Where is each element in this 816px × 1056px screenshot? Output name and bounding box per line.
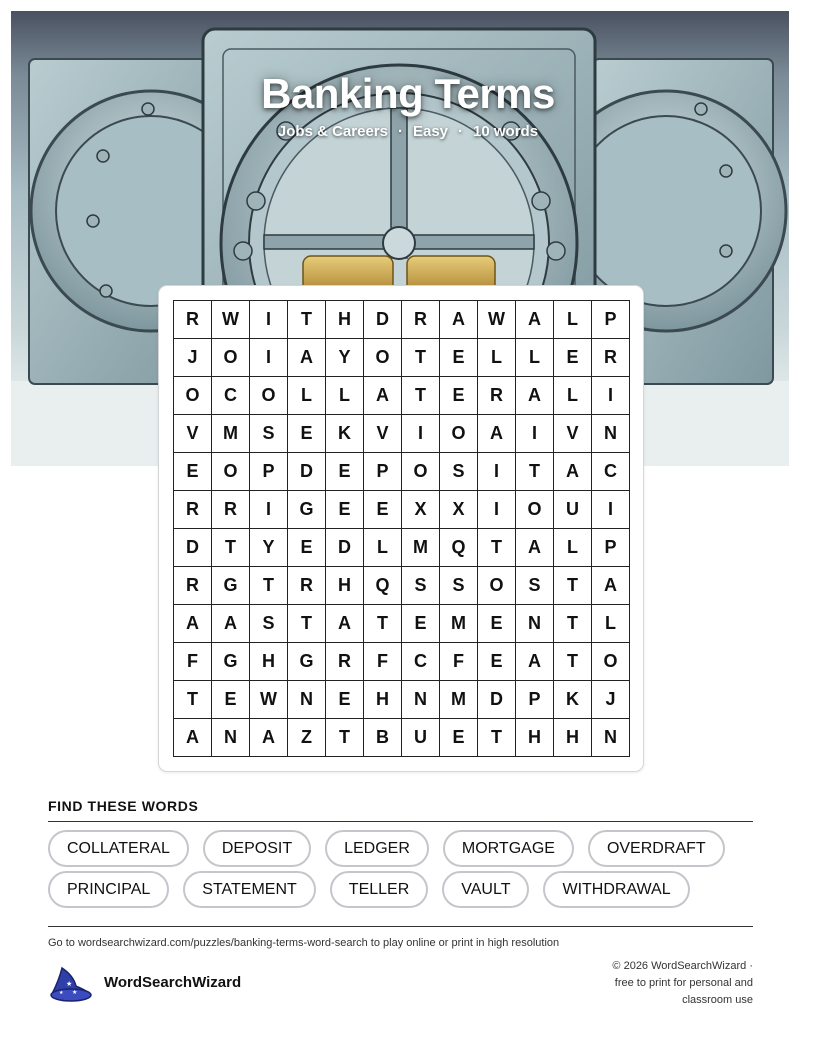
grid-cell[interactable]: D [478, 681, 516, 719]
copyright-notice [553, 958, 753, 1009]
grid-cell[interactable]: T [364, 605, 402, 643]
grid-cell[interactable]: T [402, 377, 440, 415]
grid-cell[interactable]: A [478, 415, 516, 453]
word-chip[interactable]: TELLER [330, 871, 428, 908]
play-online-note[interactable]: Go to wordsearchwizard.com/puzzles/banking-terms-word-search to play online or print in high resolution [48, 937, 560, 949]
grid-cell[interactable]: A [212, 605, 250, 643]
grid-cell[interactable]: T [288, 301, 326, 339]
grid-cell[interactable]: T [174, 681, 212, 719]
grid-cell[interactable]: I [402, 415, 440, 453]
copyright-line: classroom use [682, 994, 753, 1006]
grid-cell[interactable]: E [440, 377, 478, 415]
grid-cell[interactable]: N [592, 719, 630, 757]
grid-cell[interactable]: L [554, 529, 592, 567]
grid-cell[interactable]: O [364, 339, 402, 377]
grid-cell[interactable]: M [440, 605, 478, 643]
grid-cell[interactable]: E [440, 719, 478, 757]
grid-cell[interactable]: L [288, 377, 326, 415]
grid-cell[interactable]: H [326, 301, 364, 339]
grid-cell[interactable]: O [402, 453, 440, 491]
grid-cell[interactable]: T [250, 567, 288, 605]
grid-cell[interactable]: I [592, 377, 630, 415]
grid-cell[interactable]: V [364, 415, 402, 453]
grid-cell[interactable]: D [326, 529, 364, 567]
grid-cell[interactable]: L [554, 377, 592, 415]
grid-cell[interactable]: L [516, 339, 554, 377]
grid-cell[interactable]: G [212, 567, 250, 605]
grid-cell[interactable]: A [516, 643, 554, 681]
grid-cell[interactable]: E [554, 339, 592, 377]
grid-cell[interactable]: L [326, 377, 364, 415]
grid-cell[interactable]: T [402, 339, 440, 377]
grid-cell[interactable]: N [288, 681, 326, 719]
grid-cell[interactable]: L [364, 529, 402, 567]
grid-cell[interactable]: A [516, 529, 554, 567]
grid-cell[interactable]: Q [440, 529, 478, 567]
grid-cell[interactable]: R [174, 491, 212, 529]
copyright-line: © 2026 WordSearchWizard · [612, 960, 753, 972]
grid-cell[interactable]: R [592, 339, 630, 377]
grid-cell[interactable]: T [212, 529, 250, 567]
grid-cell[interactable]: P [364, 453, 402, 491]
grid-cell[interactable]: X [440, 491, 478, 529]
grid-cell[interactable]: O [212, 453, 250, 491]
grid-cell[interactable]: G [212, 643, 250, 681]
grid-cell[interactable]: C [592, 453, 630, 491]
grid-cell[interactable]: P [516, 681, 554, 719]
grid-cell[interactable]: L [592, 605, 630, 643]
grid-cell[interactable]: H [250, 643, 288, 681]
grid-cell[interactable]: A [326, 605, 364, 643]
grid-cell[interactable]: H [364, 681, 402, 719]
grid-cell[interactable]: S [250, 415, 288, 453]
grid-cell[interactable]: I [478, 491, 516, 529]
grid-cell[interactable]: I [250, 491, 288, 529]
grid-cell[interactable]: Y [326, 339, 364, 377]
grid-cell[interactable]: R [212, 491, 250, 529]
word-chip[interactable]: LEDGER [325, 830, 429, 867]
grid-cell[interactable]: R [288, 567, 326, 605]
meta-separator: · [458, 123, 464, 140]
grid-cell[interactable]: T [554, 605, 592, 643]
grid-cell[interactable]: A [174, 719, 212, 757]
grid-cell[interactable]: E [440, 339, 478, 377]
grid-cell[interactable]: A [174, 605, 212, 643]
grid-cell[interactable]: O [250, 377, 288, 415]
grid-cell[interactable]: T [478, 719, 516, 757]
grid-cell[interactable]: M [212, 415, 250, 453]
grid-cell[interactable]: R [326, 643, 364, 681]
grid-cell[interactable]: O [174, 377, 212, 415]
grid-cell[interactable]: E [326, 453, 364, 491]
grid-cell[interactable]: D [174, 529, 212, 567]
grid-cell[interactable]: V [174, 415, 212, 453]
grid-cell[interactable]: X [402, 491, 440, 529]
grid-cell[interactable]: E [364, 491, 402, 529]
grid-cell[interactable]: A [364, 377, 402, 415]
grid-cell[interactable]: H [554, 719, 592, 757]
grid-cell[interactable]: F [440, 643, 478, 681]
grid-cell[interactable]: T [288, 605, 326, 643]
grid-cell[interactable]: O [440, 415, 478, 453]
copyright-line: free to print for personal and [614, 977, 753, 989]
divider [48, 821, 753, 822]
puzzle-meta [0, 123, 816, 140]
grid-cell[interactable]: I [250, 301, 288, 339]
grid-cell[interactable]: H [326, 567, 364, 605]
grid-cell[interactable]: J [174, 339, 212, 377]
grid-cell[interactable]: Y [250, 529, 288, 567]
grid-cell[interactable]: B [364, 719, 402, 757]
grid-cell[interactable]: W [250, 681, 288, 719]
grid-cell[interactable]: S [440, 567, 478, 605]
grid-cell[interactable]: R [402, 301, 440, 339]
grid-cell[interactable]: A [554, 453, 592, 491]
grid-cell[interactable]: K [554, 681, 592, 719]
word-list [48, 830, 768, 912]
meta-separator: · [397, 123, 403, 140]
grid-cell[interactable]: O [212, 339, 250, 377]
grid-cell[interactable]: W [478, 301, 516, 339]
word-chip[interactable]: STATEMENT [183, 871, 316, 908]
brand-name[interactable]: WordSearchWizard [104, 974, 242, 991]
grid-cell[interactable]: E [212, 681, 250, 719]
grid-cell[interactable]: T [516, 453, 554, 491]
grid-cell[interactable]: J [592, 681, 630, 719]
word-chip[interactable]: MORTGAGE [443, 830, 574, 867]
grid-cell[interactable]: A [516, 301, 554, 339]
grid-cell[interactable]: O [478, 567, 516, 605]
grid-cell[interactable]: S [516, 567, 554, 605]
grid-cell[interactable]: T [554, 567, 592, 605]
grid-cell[interactable]: A [440, 301, 478, 339]
grid-cell[interactable]: F [174, 643, 212, 681]
grid-cell[interactable]: E [288, 529, 326, 567]
difficulty-label: Easy [412, 123, 449, 140]
grid-cell[interactable]: N [402, 681, 440, 719]
grid-cell[interactable]: U [402, 719, 440, 757]
grid-cell[interactable]: K [326, 415, 364, 453]
grid-cell[interactable]: S [440, 453, 478, 491]
puzzle-grid-card [158, 285, 644, 772]
grid-cell[interactable]: C [212, 377, 250, 415]
grid-cell[interactable]: I [516, 415, 554, 453]
grid-cell[interactable]: E [478, 605, 516, 643]
grid-cell[interactable]: P [250, 453, 288, 491]
grid-cell[interactable]: O [592, 643, 630, 681]
grid-cell[interactable]: E [288, 415, 326, 453]
grid-cell[interactable]: A [250, 719, 288, 757]
svg-text:★: ★ [72, 989, 78, 996]
grid-cell[interactable]: T [554, 643, 592, 681]
wizard-hat-icon [46, 964, 92, 1004]
grid-cell[interactable]: N [212, 719, 250, 757]
grid-cell[interactable]: P [592, 529, 630, 567]
category-label: Jobs & Careers [277, 123, 388, 140]
grid-cell[interactable]: E [402, 605, 440, 643]
puzzle-title: Banking Terms [261, 70, 555, 117]
word-chip[interactable]: OVERDRAFT [588, 830, 725, 867]
grid-cell[interactable]: G [288, 491, 326, 529]
grid-cell[interactable]: D [364, 301, 402, 339]
grid-cell[interactable]: R [174, 301, 212, 339]
grid-cell[interactable]: Q [364, 567, 402, 605]
divider [48, 926, 753, 927]
grid-cell[interactable]: C [402, 643, 440, 681]
grid-cell[interactable]: S [402, 567, 440, 605]
grid-cell[interactable]: S [250, 605, 288, 643]
grid-cell[interactable]: Z [288, 719, 326, 757]
grid-cell[interactable]: U [554, 491, 592, 529]
grid-cell[interactable]: E [174, 453, 212, 491]
word-chip[interactable]: DEPOSIT [203, 830, 311, 867]
grid-cell[interactable]: I [250, 339, 288, 377]
grid-cell[interactable]: N [592, 415, 630, 453]
word-chip[interactable]: PRINCIPAL [48, 871, 169, 908]
grid-cell[interactable]: H [516, 719, 554, 757]
letter-grid [173, 300, 630, 757]
grid-cell[interactable]: M [402, 529, 440, 567]
grid-cell[interactable]: I [592, 491, 630, 529]
grid-cell[interactable]: E [478, 643, 516, 681]
word-chip[interactable]: VAULT [442, 871, 529, 908]
svg-text:★: ★ [59, 990, 64, 996]
grid-cell[interactable]: G [288, 643, 326, 681]
word-chip[interactable]: WITHDRAWAL [543, 871, 689, 908]
grid-cell[interactable]: A [288, 339, 326, 377]
grid-cell[interactable]: E [326, 681, 364, 719]
grid-cell[interactable]: A [592, 567, 630, 605]
grid-cell[interactable]: D [288, 453, 326, 491]
word-chip[interactable]: COLLATERAL [48, 830, 189, 867]
grid-cell[interactable]: T [326, 719, 364, 757]
grid-cell[interactable]: T [478, 529, 516, 567]
grid-cell[interactable]: N [516, 605, 554, 643]
word-list-row [48, 830, 768, 867]
grid-cell[interactable]: V [554, 415, 592, 453]
grid-cell[interactable]: F [364, 643, 402, 681]
grid-cell[interactable]: M [440, 681, 478, 719]
svg-text:★: ★ [66, 980, 73, 988]
word-list-row [48, 871, 768, 908]
grid-cell[interactable]: R [174, 567, 212, 605]
grid-cell[interactable]: E [326, 491, 364, 529]
grid-cell[interactable]: P [592, 301, 630, 339]
grid-cell[interactable]: L [478, 339, 516, 377]
grid-cell[interactable]: A [516, 377, 554, 415]
word-list-heading: FIND THESE WORDS [48, 798, 199, 814]
grid-cell[interactable]: O [516, 491, 554, 529]
grid-cell[interactable]: W [212, 301, 250, 339]
grid-cell[interactable]: R [478, 377, 516, 415]
word-count-label: 10 words [473, 123, 539, 140]
grid-cell[interactable]: L [554, 301, 592, 339]
grid-cell[interactable]: I [478, 453, 516, 491]
